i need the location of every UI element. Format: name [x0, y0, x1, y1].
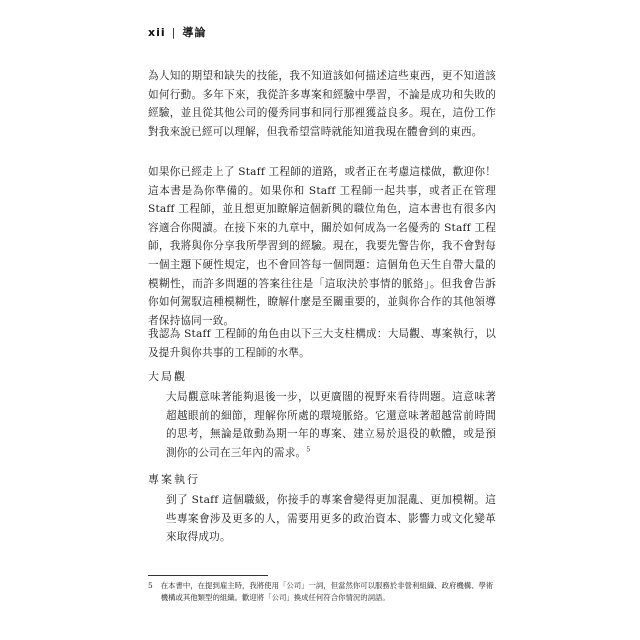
paragraph-2: 如果你已經走上了 Staff 工程師的道路，或者正在考慮這樣做，歡迎你！這本書是為你準備的。如果你和 Staff 工程師一起共事，或者正在管理 Staff 工程師，並且想更加瞭解這個新興的職位角色，這本書也有很多內容適合你閱讀。在接下來的九章中，關於如何成為一名優秀的 Staff 工程師，我將與你分享我所學習到的經驗。現在，我要先警告你，我不會對每一個主題下硬性規定，也不會回答每一個問題：這個角色天生自帶大量的模糊性，而許多問題的答案往往是「這取決於事情的脈絡」。但我會告訴你如何駕馭這種模糊性，瞭解什麼是至關重要的，並與你合作的其他領導者保持協同一致。 [148, 166, 496, 327]
paragraph-1: 為人知的期望和缺失的技能，我不知道該如何描述這些東西，更不知道該如何行動。多年下來，我從許多專案和經驗中學習，不論是成功和失敗的經驗，並且從其他公司的優秀同事和同行那裡獲益良多。現在，這份工作對我來說已經可以理解，但我希望當時就能知道我現在體會到的東西。 [148, 70, 496, 138]
footnote-ref[interactable]: 5 [306, 446, 311, 454]
footnote-number: 5 [148, 581, 153, 590]
footnote-text: 在本書中，在提到雇主時，我將使用「公司」一詞，但當然你可以服務於非營利組織、政府機構、學術機構或其他類型的組織。歡迎將「公司」換成任何符合你情況的詞語。 [160, 581, 494, 602]
footnote-divider [148, 575, 268, 576]
paragraph-3: 我認為 Staff 工程師的角色由以下三大支柱構成：大局觀、專案執行，以及提升與你共事的工程師的水準。 [148, 328, 496, 359]
section-heading-big-picture: 大局觀 [148, 370, 187, 383]
header-separator: | [171, 25, 177, 39]
section-text-body: 大局觀意味著能夠退後一步，以更廣闊的視野來看待問題。這意味著超越眼前的細節，理解你所處的環境脈絡。它還意味著超越當前時間的思考，無論是啟動為期一年的專案、建立易於退役的軟體，或是預測你的公司在三年內的需求。 [166, 391, 496, 459]
page-number: xii [148, 25, 166, 39]
section-text-project-execution: 到了 Staff 這個職級，你接手的專案會變得更加混亂、更加模糊。這些專案會涉及更多的人，需要用更多的政治資本、影響力或文化變革來取得成功。 [166, 494, 496, 544]
chapter-title: 導論 [182, 26, 207, 39]
running-header [148, 24, 206, 40]
footnote [148, 580, 498, 604]
section-heading-project-execution: 專案執行 [148, 473, 200, 486]
section-text-big-picture [166, 388, 496, 462]
